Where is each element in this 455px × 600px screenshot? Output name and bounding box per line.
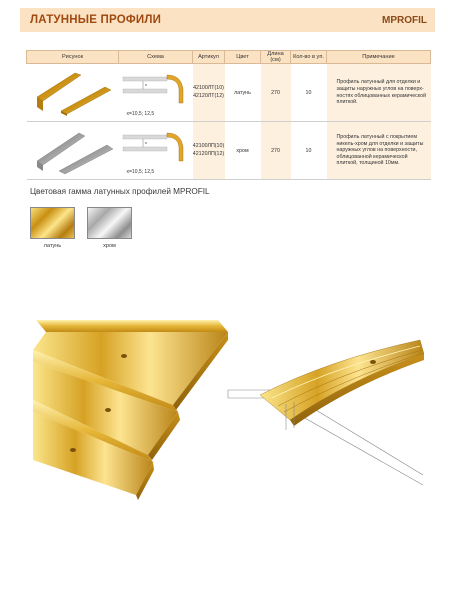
- col-header-length: Длина (см): [261, 51, 291, 64]
- svg-text:x: x: [144, 81, 147, 87]
- chrome-swatch: [87, 207, 132, 239]
- spec-table: [26, 50, 431, 180]
- length-cell: 270: [261, 122, 291, 180]
- note-cell: Профиль латунный с покрытием никель-хром для отделки и защиты наружных углов на поверхности, облицованной керамической плиткой, толщиной 10мм.: [327, 122, 431, 180]
- table-row: [27, 64, 431, 122]
- qty-cell: 10: [291, 122, 327, 180]
- palette-title: Цветовая гамма латунных профилей MPROFIL: [30, 187, 210, 196]
- col-header-picture: Рисунок: [27, 51, 119, 64]
- col-header-qty: Кол-во в уп.: [291, 51, 327, 64]
- col-header-note: Примечание: [327, 51, 431, 64]
- color-cell: латунь: [225, 64, 261, 122]
- product-photo: [28, 310, 428, 510]
- article-cell: [193, 122, 225, 180]
- article-code: 42120ЛТ(12): [193, 92, 224, 99]
- page-title: ЛАТУННЫЕ ПРОФИЛИ: [30, 14, 162, 26]
- note-cell: Профиль латунный для отделки и защиты наружных углов на поверх-ностях облицованных керамической плиткой.: [327, 64, 431, 122]
- profile-schema: [119, 122, 193, 180]
- svg-text:x: x: [144, 139, 147, 145]
- col-header-color: Цвет: [225, 51, 261, 64]
- profile-schema: [119, 64, 193, 122]
- brass-swatch: [30, 207, 75, 239]
- page-header: [20, 8, 435, 32]
- article-code: 42100ЛТ(10): [193, 85, 224, 92]
- profile-dims: x=10,5; 12,5: [126, 110, 155, 117]
- profile-dims: x=10,5; 12,5: [126, 168, 155, 175]
- chrome-swatch-label: хром: [103, 243, 116, 249]
- brand-name: MPROFIL: [382, 14, 427, 26]
- length-cell: 270: [261, 64, 291, 122]
- profile-image-brass: [27, 64, 119, 122]
- col-header-article: Артикул: [193, 51, 225, 64]
- article-code: 42120ЛП(12): [192, 150, 225, 157]
- color-cell: хром: [225, 122, 261, 180]
- col-header-schema: Схема: [119, 51, 193, 64]
- table-row: [27, 122, 431, 180]
- table-header-row: [27, 51, 431, 64]
- article-cell: [193, 64, 225, 122]
- threshold-profile: [228, 340, 424, 485]
- brass-swatch-label: латунь: [43, 243, 62, 249]
- profile-image-chrome: [27, 122, 119, 180]
- article-code: 42100ЛП(10): [192, 143, 225, 150]
- qty-cell: 10: [291, 64, 327, 122]
